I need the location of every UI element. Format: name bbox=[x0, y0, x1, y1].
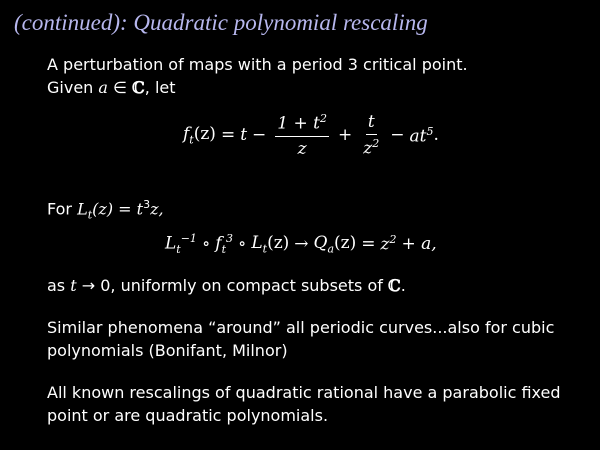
for-rest: (z) = t bbox=[92, 199, 144, 219]
eq1-plus: + bbox=[338, 125, 353, 146]
for-L: L bbox=[77, 199, 88, 219]
eq2-z: z bbox=[380, 234, 390, 255]
equation-f-t bbox=[183, 112, 439, 159]
eq2-L-sup: −1 bbox=[180, 232, 197, 245]
eq2-circ-1: ∘ bbox=[201, 234, 211, 255]
eq1-frac1-num-text: 1 + t bbox=[277, 113, 320, 134]
eq2-f: f bbox=[215, 233, 222, 254]
eq2-L2-sub: t bbox=[262, 242, 268, 256]
eq1-arg: (z) bbox=[193, 124, 216, 145]
conv-t: t bbox=[70, 276, 77, 295]
eq1-f-sub: t bbox=[189, 133, 194, 147]
eq2-plus-a: + a, bbox=[401, 234, 437, 255]
known-line-2: point or are quadratic polynomials. bbox=[47, 406, 329, 425]
for-end: z, bbox=[150, 199, 164, 219]
conv-pre: as bbox=[47, 276, 71, 295]
eq1-fraction-2 bbox=[361, 112, 381, 159]
conv-mid: → 0, uniformly on compact subsets of bbox=[76, 276, 388, 295]
for-L-sub: t bbox=[87, 208, 93, 222]
eq1-frac2-den-text: z bbox=[363, 138, 373, 159]
known-line-1: All known rescalings of quadratic rational have a parabolic fixed bbox=[47, 383, 561, 402]
eq1-period: . bbox=[433, 125, 439, 146]
eq1-f: f bbox=[183, 124, 190, 145]
eq2-L-inverse bbox=[165, 232, 197, 256]
eq1-fraction-1 bbox=[275, 112, 329, 159]
intro-let: , let bbox=[144, 78, 176, 97]
eq1-frac2-numerator: t bbox=[366, 112, 377, 135]
intro-complex-C: ℂ bbox=[132, 78, 145, 97]
eq1-frac1-num-sup: 2 bbox=[320, 112, 327, 125]
equation-conjugacy bbox=[165, 232, 437, 256]
eq2-Q-arg: (z) bbox=[334, 232, 357, 253]
eq1-t: t bbox=[240, 125, 248, 146]
similar-line-1: Similar phenomena “around” all periodic curves...also for cubic bbox=[47, 318, 555, 337]
eq2-L-sub: t bbox=[176, 243, 181, 257]
eq2-L2: L bbox=[251, 232, 263, 253]
eq2-Q-a bbox=[314, 233, 357, 255]
eq2-Q: Q bbox=[313, 232, 328, 253]
eq2-L2-arg: (z) bbox=[267, 232, 290, 253]
eq2-arrow: → bbox=[294, 234, 309, 255]
eq1-frac2-den-sup: 2 bbox=[372, 137, 380, 150]
eq1-minus-2: − bbox=[390, 125, 405, 146]
slide-title: (continued): Quadratic polynomial rescaling bbox=[14, 10, 428, 35]
eq1-minus: − bbox=[252, 125, 267, 146]
eq1-at5 bbox=[409, 125, 433, 147]
for-sup: 3 bbox=[143, 198, 151, 211]
intro-line-1: A perturbation of maps with a period 3 critical point. bbox=[47, 55, 468, 74]
eq2-L: L bbox=[165, 233, 177, 254]
eq1-at-sup: 5 bbox=[426, 124, 434, 138]
eq2-circ-2: ∘ bbox=[238, 234, 247, 255]
for-L-line bbox=[47, 193, 164, 227]
eq1-equals: = bbox=[220, 125, 236, 146]
eq1-frac2-denominator bbox=[361, 135, 381, 159]
eq2-equals: = bbox=[361, 234, 376, 255]
similar-line-2: polynomials (Bonifant, Milnor) bbox=[47, 341, 288, 360]
intro-line-2 bbox=[47, 76, 468, 99]
similar-paragraph bbox=[47, 316, 554, 362]
eq1-at: at bbox=[409, 126, 427, 147]
eq2-z-sup: 2 bbox=[389, 233, 397, 247]
conv-complex-C: ℂ bbox=[387, 276, 401, 295]
eq1-lhs bbox=[183, 124, 216, 146]
eq2-f-sup: 3 bbox=[226, 232, 233, 245]
intro-given: Given bbox=[47, 78, 94, 97]
eq1-frac1-denominator: z bbox=[297, 138, 307, 159]
convergence-line bbox=[47, 274, 406, 297]
known-paragraph bbox=[47, 381, 561, 427]
eq2-Q-sub: a bbox=[327, 242, 335, 256]
for-text: For bbox=[47, 199, 78, 219]
intro-in: ∈ bbox=[107, 78, 133, 97]
eq2-f-cubed bbox=[215, 232, 233, 256]
intro-var-a: a bbox=[98, 78, 108, 97]
eq2-L-t bbox=[251, 233, 289, 255]
conv-end: . bbox=[400, 276, 406, 295]
intro-paragraph bbox=[47, 53, 468, 99]
eq2-z-squared bbox=[381, 233, 397, 255]
eq1-frac1-numerator bbox=[275, 112, 329, 137]
eq2-f-sub: t bbox=[221, 243, 226, 257]
